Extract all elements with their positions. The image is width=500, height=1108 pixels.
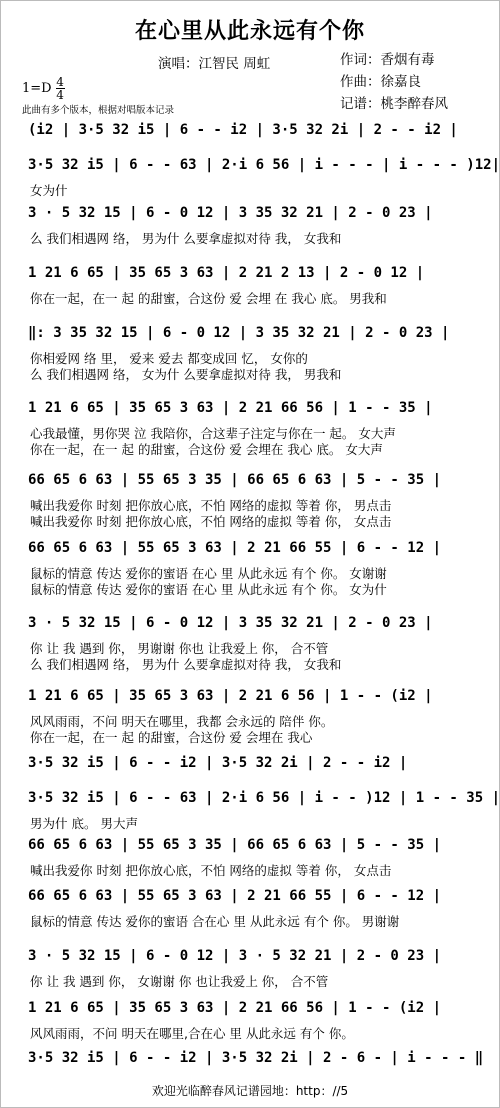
- lyric-text: 喊出我爱你 时刻 把你放心底，不怕 网络的虚拟 等着 你， 女点击: [30, 863, 392, 878]
- lyric-row: [0, 564, 500, 580]
- lyric-text: 么 我们相遇网 络， 女为什 么要拿虚拟对待 我， 男我和: [30, 367, 342, 382]
- notation-text: 66 65 6 63 | 55 65 3 63 | 2 21 66 55 | 6 - - 12 |: [28, 888, 442, 904]
- lyric-row: [0, 972, 500, 988]
- notation-row: [0, 790, 500, 812]
- time-signature: [56, 76, 65, 101]
- notation-row: [0, 688, 500, 710]
- lyric-row: [0, 580, 500, 596]
- notation-row: [0, 837, 500, 859]
- notation-text: 3·5 32 i5 | 6 - - 63 | 2·i 6 56 | i - - - | i - - - )12|: [28, 157, 500, 173]
- footer-text: 欢迎光临醉春风记谱园地：http：//5: [151, 1084, 349, 1098]
- notation-text: 1 21 6 65 | 35 65 3 63 | 2 21 66 56 | 1 - - 35 |: [28, 400, 433, 416]
- lyric-text: 鼠标的情意 传达 爱你的蜜语 合在心 里 从此永远 有个 你。 男谢谢: [30, 914, 400, 929]
- lyric-text: 你在一起，在一 起 的甜蜜，合这份 爱 会埋在 我心: [30, 730, 313, 745]
- lyric-row: [0, 496, 500, 512]
- notation-row: [0, 888, 500, 910]
- lyric-text: 你在一起，在一 起 的甜蜜，合这份 爱 会埋在 我心 底。 女大声: [30, 442, 383, 457]
- lyric-row: [0, 655, 500, 671]
- lyric-text: 鼠标的情意 传达 爱你的蜜语 在心 里 从此永远 有个 你。 女谢谢: [30, 566, 387, 581]
- lyric-text: 喊出我爱你 时刻 把你放心底，不怕 网络的虚拟 等着 你， 男点击: [30, 498, 392, 513]
- lyric-row: [0, 512, 500, 528]
- notation-text: 3·5 32 i5 | 6 - - i2 | 3·5 32 2i | 2 - 6 - | i - - - ‖: [28, 1050, 484, 1066]
- lyric-row: [0, 365, 500, 381]
- version-note: 此曲有多个版本，根据对唱版本记录: [22, 105, 175, 116]
- transcriber-credit: 记谱：桃李醉春风: [340, 96, 448, 112]
- notation-row: [0, 615, 500, 637]
- time-signature-bottom: 4: [56, 88, 64, 102]
- lyric-row: [0, 861, 500, 877]
- notation-row: [0, 472, 500, 494]
- lyric-text: 男为什 底。 男大声: [30, 816, 138, 831]
- lyric-text: 风风雨雨，不问 明天在哪里,合在心 里 从此永远 有个 你。: [30, 1026, 354, 1041]
- lyric-row: [0, 712, 500, 728]
- notation-row: [0, 400, 500, 422]
- notation-row: [0, 157, 500, 179]
- lyric-row: [0, 424, 500, 440]
- notation-row: [0, 265, 500, 287]
- lyric-text: 你在一起，在一 起 的甜蜜，合这份 爱 会埋 在 我心 底。 男我和: [30, 291, 387, 306]
- lyricist-credit: 作词：香烟有毒: [340, 52, 435, 68]
- lyric-row: [0, 639, 500, 655]
- lyric-text: 你相爱网 络 里， 爱来 爱去 都变成回 忆， 女你的: [30, 351, 308, 366]
- notation-text: 3 · 5 32 15 | 6 - 0 12 | 3 · 5 32 21 | 2 - 0 23 |: [28, 948, 442, 964]
- lyric-row: [0, 289, 500, 305]
- notation-row: [0, 540, 500, 562]
- lyric-row: [0, 1024, 500, 1040]
- notation-text: 66 65 6 63 | 55 65 3 35 | 66 65 6 63 | 5 - - 35 |: [28, 472, 442, 488]
- lyric-text: 你 让 我 遇到 你， 女谢谢 你 也让我爱上 你， 合不管: [30, 974, 329, 989]
- lyric-text: 喊出我爱你 时刻 把你放心底，不怕 网络的虚拟 等着 你， 女点击: [30, 514, 392, 529]
- lyric-row: [0, 229, 500, 245]
- lyric-text: 鼠标的情意 传达 爱你的蜜语 在心 里 从此永远 有个 你。 女为什: [30, 582, 387, 597]
- lyric-text: 么 我们相遇网 络， 男为什 么要拿虚拟对待 我， 女我和: [30, 657, 342, 672]
- notation-row: [0, 1050, 500, 1072]
- key-label: 1=D: [22, 81, 52, 96]
- singer-credit: 演唱：江智民 周虹: [158, 56, 271, 72]
- lyric-text: 心我最懂，男你哭 泣 我陪你，合这辈子注定与你在一 起。 女大声: [30, 426, 396, 441]
- notation-text: 3 · 5 32 15 | 6 - 0 12 | 3 35 32 21 | 2 - 0 23 |: [28, 205, 433, 221]
- notation-row: [0, 205, 500, 227]
- notation-text: ‖: 3 35 32 15 | 6 - 0 12 | 3 35 32 21 | 2 - 0 23 |: [28, 325, 450, 341]
- lyric-row: [0, 814, 500, 830]
- lyric-row: [0, 728, 500, 744]
- lyric-text: 你 让 我 遇到 你， 男谢谢 你也 让我爱上 你， 合不管: [30, 641, 329, 656]
- notation-row: [0, 755, 500, 777]
- lyric-text: 风风雨雨，不问 明天在哪里，我都 会永远的 陪伴 你。: [30, 714, 334, 729]
- key-signature: [22, 76, 65, 101]
- lyric-row: [0, 349, 500, 365]
- notation-text: 1 21 6 65 | 35 65 3 63 | 2 21 2 13 | 2 - 0 12 |: [28, 265, 425, 281]
- notation-text: 3 · 5 32 15 | 6 - 0 12 | 3 35 32 21 | 2 - 0 23 |: [28, 615, 433, 631]
- lyric-text: 女为什: [30, 183, 68, 198]
- lyric-text: 么 我们相遇网 络， 男为什 么要拿虚拟对待 我， 女我和: [30, 231, 342, 246]
- notation-text: 3·5 32 i5 | 6 - - 63 | 2·i 6 56 | i - - )12 | 1 - - 35 |: [28, 790, 500, 806]
- song-title: 在心里从此永远有个你: [134, 18, 365, 44]
- notation-row: [0, 948, 500, 970]
- lyric-row: [0, 181, 500, 197]
- notation-text: 66 65 6 63 | 55 65 3 35 | 66 65 6 63 | 5 - - 35 |: [28, 837, 442, 853]
- time-signature-top: 4: [56, 75, 64, 89]
- notation-text: 66 65 6 63 | 55 65 3 63 | 2 21 66 55 | 6 - - 12 |: [28, 540, 442, 556]
- notation-row: [0, 1000, 500, 1022]
- notation-text: (i2 | 3·5 32 i5 | 6 - - i2 | 3·5 32 2i | 2 - - i2 |: [28, 122, 458, 138]
- lyric-row: [0, 912, 500, 928]
- notation-row: [0, 122, 500, 144]
- notation-text: 1 21 6 65 | 35 65 3 63 | 2 21 66 56 | 1 - - (i2 |: [28, 1000, 442, 1016]
- composer-credit: 作曲：徐嘉良: [340, 74, 421, 90]
- notation-text: 3·5 32 i5 | 6 - - i2 | 3·5 32 2i | 2 - - i2 |: [28, 755, 408, 771]
- notation-row: [0, 325, 500, 347]
- lyric-row: [0, 440, 500, 456]
- notation-text: 1 21 6 65 | 35 65 3 63 | 2 21 6 56 | 1 - - (i2 |: [28, 688, 433, 704]
